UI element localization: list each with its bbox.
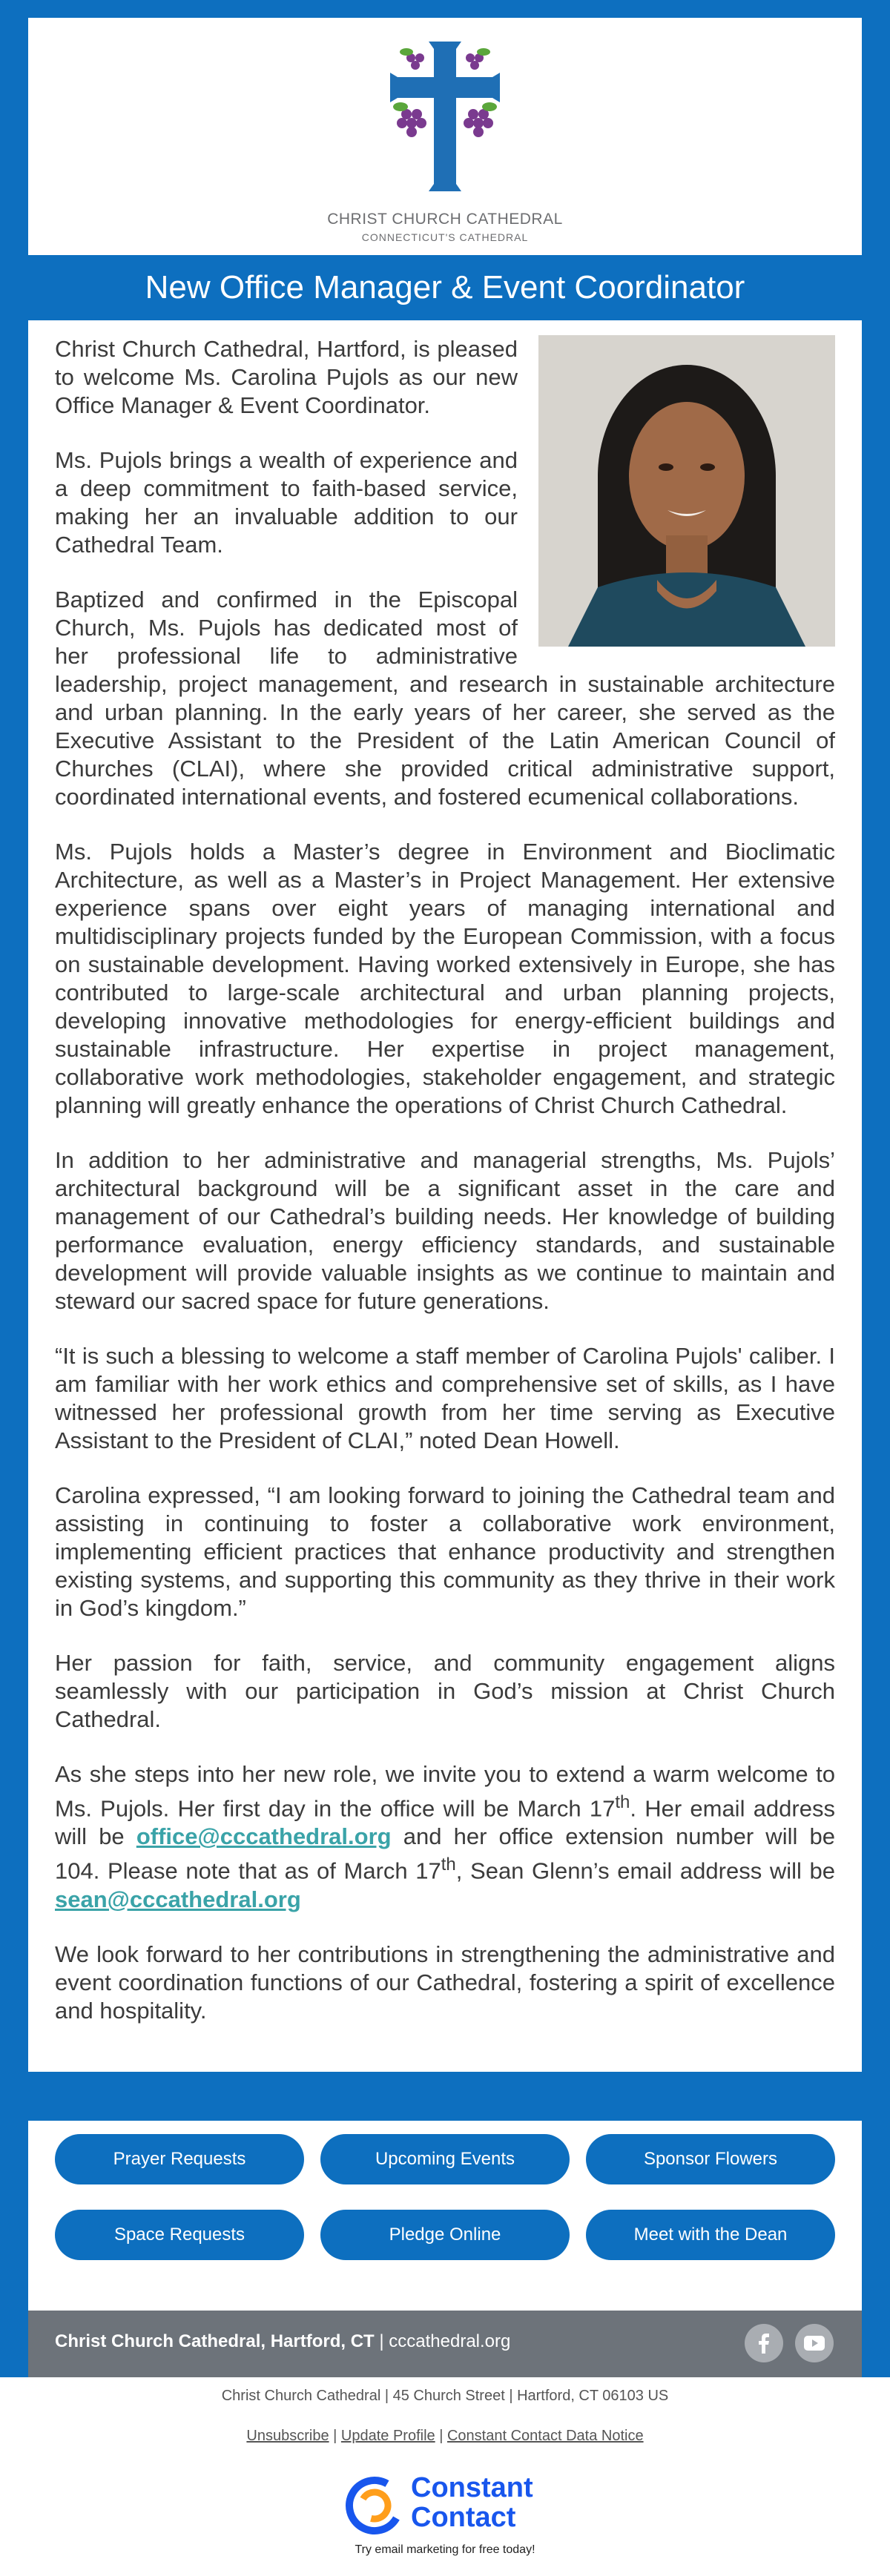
logo-tagline: CONNECTICUT'S CATHEDRAL <box>361 231 529 243</box>
sean-email-link[interactable]: sean@cccathedral.org <box>55 1886 301 1912</box>
constant-contact-icon <box>343 2474 406 2537</box>
sender-address: Christ Church Cathedral | 45 Church Street | Hartford, CT 06103 US <box>221 2388 669 2404</box>
youtube-glyph <box>795 2324 834 2362</box>
article-panel <box>28 320 862 2072</box>
youtube-icon[interactable] <box>795 2324 834 2362</box>
link-separator: | <box>333 2428 337 2444</box>
sponsor-flowers-button[interactable]: Sponsor Flowers <box>586 2134 835 2184</box>
meet-with-dean-button[interactable]: Meet with the Dean <box>586 2210 835 2260</box>
footer-org: Christ Church Cathedral, Hartford, CT <box>55 2331 375 2351</box>
ordinal-suffix: th <box>615 1792 630 1812</box>
ordinal-suffix: th <box>441 1855 456 1875</box>
article-body <box>55 335 835 2052</box>
cathedral-logo[interactable] <box>317 33 573 245</box>
text-run: . Her email address will be <box>55 1795 835 1850</box>
text-run: As she steps into her new role, we invite you to extend a warm welcome to Ms. Pujols. Her first day in the office will be March 17 <box>55 1761 835 1822</box>
article-paragraph <box>55 1760 835 1914</box>
cross-icon <box>317 33 573 203</box>
constant-contact-logo[interactable] <box>343 2472 550 2539</box>
link-separator: | <box>439 2428 444 2444</box>
article-paragraph: Her passion for faith, service, and community engagement aligns seamlessly with our participation in God’s mission at Christ Church Cathedral. <box>55 1650 835 1732</box>
footer-url-link[interactable]: cccathedral.org <box>389 2331 511 2351</box>
footer-text <box>55 2331 510 2352</box>
button-panel <box>28 2121 862 2311</box>
cc-tagline[interactable]: Try email marketing for free today! <box>355 2543 535 2556</box>
prayer-requests-button[interactable]: Prayer Requests <box>55 2134 304 2184</box>
article-paragraph: In addition to her administrative and managerial strengths, Ms. Pujols’ architectural background will be a significant asset in the care and management of our Cathedral’s building needs. Her knowledge of building performance evaluation, energy efficiency standards, and sustainable development will provide valuable insights as we continue to maintain and steward our sacred space for future generations. <box>55 1147 835 1314</box>
text-run: , Sean Glenn’s email address will be <box>455 1857 836 1884</box>
text-run: and her office extension number will be 104. Please note that as of March 17 <box>55 1823 835 1884</box>
article-paragraph: Ms. Pujols holds a Master’s degree in Environment and Bioclimatic Architecture, as well as a Master’s in Project Management. Her extensive experience spans over eight years of managing international and multidisciplinary projects funded by the European Commission, with a focus on sustainable development. Having worked extensively in Europe, she has contributed to large-scale architectural and urban planning projects, developing innovative methodologies for energy-efficient buildings and sustainable infrastructure. Her expertise in project management, collaborative work methodologies, stakeholder engagement, and strategic planning will greatly enhance the operations of Christ Church Cathedral. <box>55 839 835 1118</box>
update-profile-link[interactable]: Update Profile <box>340 2428 435 2444</box>
staff-photo <box>538 335 835 647</box>
article-paragraph: Christ Church Cathedral, Hartford, is pleased to welcome Ms. Carolina Pujols as our new Office Manager & Event Coordinator. <box>55 336 518 418</box>
footer-links <box>0 2428 890 2445</box>
data-notice-link[interactable]: Constant Contact Data Notice <box>446 2428 644 2444</box>
upcoming-events-button[interactable]: Upcoming Events <box>320 2134 570 2184</box>
unsubscribe-link[interactable]: Unsubscribe <box>246 2428 329 2444</box>
article-paragraph: “It is such a blessing to welcome a staff member of Carolina Pujols' caliber. I am familiar with her work ethics and comprehensive set of skills, as I have witnessed her professional growth from her time serving as Executive Assistant to the President of CLAI,” noted Dean Howell. <box>55 1343 835 1453</box>
brand-name-line1: Constant <box>411 2472 533 2503</box>
footer-separator: | <box>379 2331 384 2351</box>
page-title: New Office Manager & Event Coordinator <box>145 269 745 306</box>
pledge-online-button[interactable]: Pledge Online <box>320 2210 570 2260</box>
space-requests-button[interactable]: Space Requests <box>55 2210 304 2260</box>
article-paragraph: Baptized and confirmed in the Episcopal Church, Ms. Pujols has dedicated most of her professional life to administrative leadership, project management, and research in sustainable architecture and urban planning. In the early years of her career, she served as the Executive Assistant to the President of the Latin American Council of Churches (CLAI), where she provided critical administrative support, coordinated international events, and fostered ecumenical collaborations. <box>55 587 835 810</box>
logo-name: CHRIST CHURCH CATHEDRAL <box>327 211 563 228</box>
logo-panel <box>28 18 862 255</box>
facebook-glyph <box>745 2324 783 2362</box>
facebook-icon[interactable] <box>745 2324 783 2362</box>
footer-bar <box>28 2311 862 2377</box>
office-email-link[interactable]: office@cccathedral.org <box>136 1823 392 1850</box>
article-paragraph: We look forward to her contributions in strengthening the administrative and event coordination functions of our Cathedral, fostering a spirit of excellence and hospitality. <box>55 1941 835 2024</box>
brand-name-line2: Contact <box>411 2502 516 2533</box>
article-paragraph: Ms. Pujols brings a wealth of experience and a deep commitment to faith-based service, making her an invaluable addition to our Cathedral Team. <box>55 447 518 558</box>
article-paragraph: Carolina expressed, “I am looking forward to joining the Cathedral team and assisting in continuing to foster a collaborative work environment, implementing efficient practices that enhance productivity and strengthen existing systems, and supporting this community as they thrive in their work in God’s kingdom.” <box>55 1482 835 1621</box>
